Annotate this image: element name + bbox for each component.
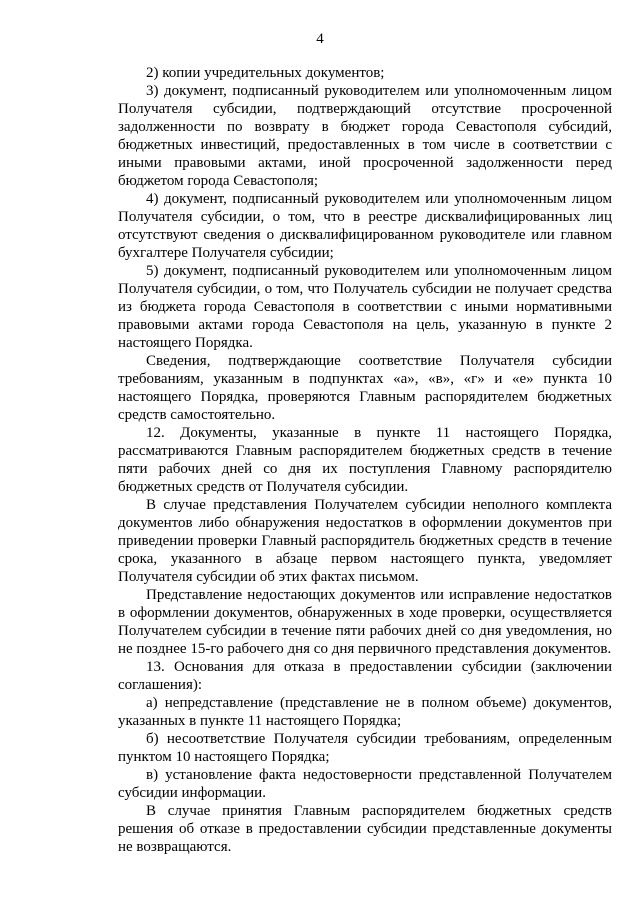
paragraph-item-5: 5) документ, подписанный руководителем или уполномоченным лицом Получателя субсидии, о том, что Получатель субсидии не получает средства из бюджета города Севастополя в соответствии с иными нормативными правовыми актами города Севастополя на цель, указанную в пункте 2 настоящего Порядка. <box>118 263 612 351</box>
paragraph-item-3: 3) документ, подписанный руководителем или уполномоченным лицом Получателя субсидии, подтверждающий отсутствие просроченной задолженности по возврату в бюджет города Севастополя субсидий, бюджетных инвестиций, предоставленных в том числе в соответствии с иными правовыми актами, иной просроченной задолженности перед бюджетом города Севастополя; <box>118 83 612 189</box>
paragraph-item-4: 4) документ, подписанный руководителем или уполномоченным лицом Получателя субсидии, о том, что в реестре дисквалифицированных лиц отсутствуют сведения о дисквалифицированном руководителе или главном бухгалтере Получателя субсидии; <box>118 191 612 261</box>
paragraph-item-2: 2) копии учредительных документов; <box>146 65 385 81</box>
paragraph-ground-b: б) несоответствие Получателя субсидии требованиям, определенным пунктом 10 настоящего Порядка; <box>118 731 612 765</box>
paragraph-ground-c: в) установление факта недостоверности представленной Получателем субсидии информации. <box>118 767 612 801</box>
page-number: 4 <box>316 31 324 47</box>
paragraph-verification-note: Сведения, подтверждающие соответствие Получателя субсидии требованиям, указанным в подпунктах «а», «в», «г» и «е» пункта 10 настоящего Порядка, проверяются Главным распорядителем бюджетных средств самостоятельно. <box>118 353 612 423</box>
paragraph-missing-docs: Представление недостающих документов или исправление недостатков в оформлении документов, обнаруженных в ходе проверки, осуществляется Получателем субсидии в течение пяти рабочих дней со дня уведомления, но не позднее 15-го рабочего дня со дня первичного представления документов. <box>118 587 612 657</box>
paragraph-clause-13: 13. Основания для отказа в предоставлении субсидии (заключении соглашения): <box>118 659 612 693</box>
document-body <box>118 64 612 856</box>
paragraph-clause-12: 12. Документы, указанные в пункте 11 настоящего Порядка, рассматриваются Главным распорядителем бюджетных средств в течение пяти рабочих дней со дня их поступления Главному распорядителю бюджетных средств от Получателя субсидии. <box>118 425 612 495</box>
paragraph-incomplete-docs: В случае представления Получателем субсидии неполного комплекта документов либо обнаружения недостатков в оформлении документов при приведении проверки Главный распорядитель бюджетных средств в течение срока, указанного в абзаце первом настоящего пункта, уведомляет Получателя субсидии об этих фактах письмом. <box>118 497 612 585</box>
paragraph-refusal-docs: В случае принятия Главным распорядителем бюджетных средств решения об отказе в предоставлении субсидии представленные документы не возвращаются. <box>118 803 612 855</box>
paragraph-ground-a: а) непредставление (представление не в полном объеме) документов, указанных в пункте 11 настоящего Порядка; <box>118 695 612 729</box>
